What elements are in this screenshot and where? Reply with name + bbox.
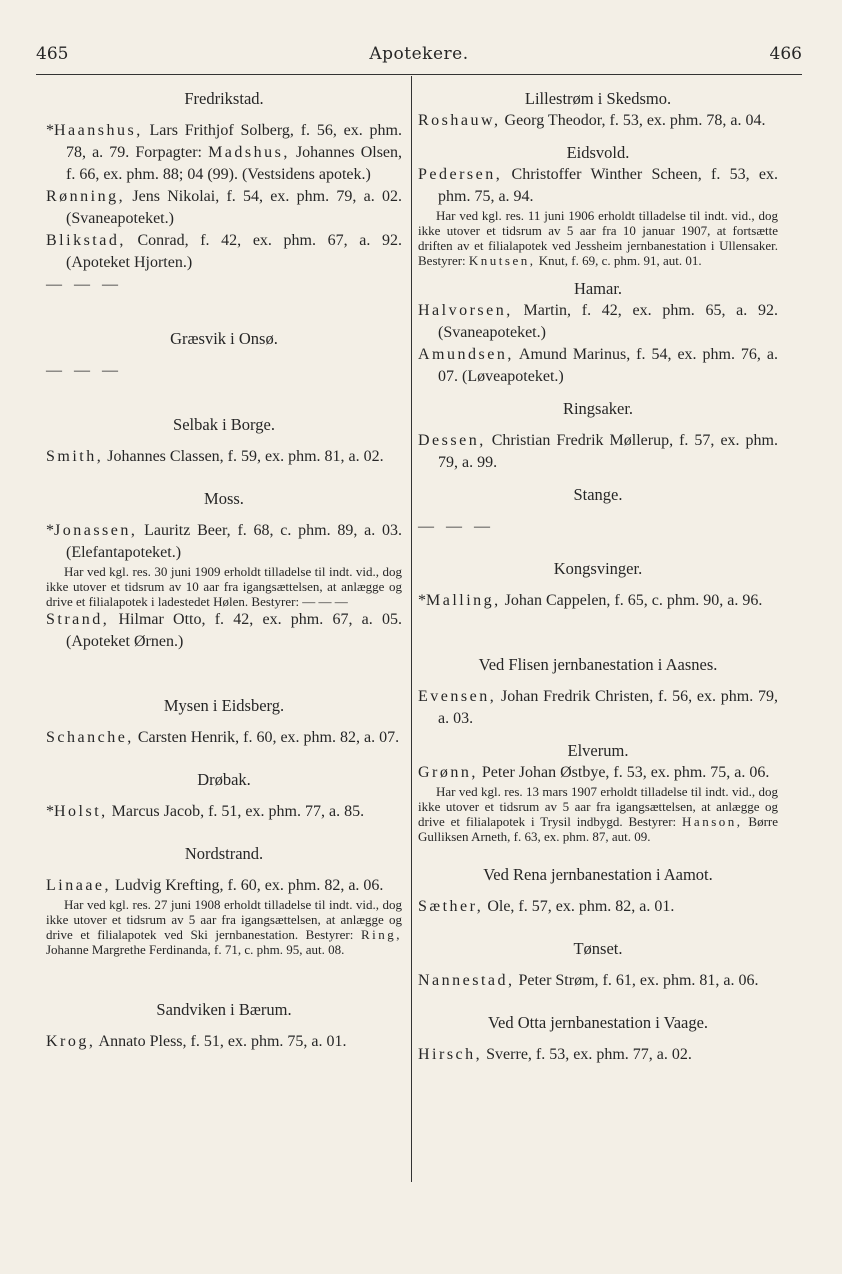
entry-dessen: Dessen, Christian Fredrik Møllerup, f. 57, ex. phm. 79, a. 99.: [418, 432, 779, 471]
place-heading: Mysen i Eidsberg.: [163, 696, 285, 715]
place-heading: Fredrikstad.: [184, 89, 264, 108]
place-heading: Tønset.: [573, 939, 623, 958]
note-moss: Har ved kgl. res. 30 juni 1909 erholdt tilladelse til indt. vid., dog ikke utover et tidsrum av 10 aar fra igangsættelsen, at anlægge og drive et filialapotek i ladestedet Hølen. Bestyrer: — — —: [46, 564, 402, 609]
column-divider: [411, 76, 412, 1182]
entry-pedersen: Pedersen, Christoffer Winther Scheen, f. 53, ex. phm. 75, a. 94.: [418, 166, 778, 205]
entry-evensen: Evensen, Johan Fredrik Christen, f. 56, ex. phm. 79, a. 03.: [418, 688, 779, 727]
page-title: Apotekere.: [369, 44, 469, 64]
dash-line: — — —: [46, 362, 122, 379]
dash-line: — — —: [418, 518, 494, 535]
entry-halvorsen: Halvorsen, Martin, f. 42, ex. phm. 65, a. 92. (Svaneapoteket.): [418, 302, 778, 341]
place-heading: Hamar.: [573, 279, 623, 298]
place-heading: Ringsaker.: [562, 399, 634, 418]
entry-nannestad: Nannestad, Peter Strøm, f. 61, ex. phm. 81, a. 06.: [418, 972, 759, 989]
place-heading: Kongsvinger.: [553, 559, 643, 578]
place-heading: Græsvik i Onsø.: [170, 329, 278, 348]
entry-gronn: Grønn, Peter Johan Østbye, f. 53, ex. phm. 75, a. 06.: [418, 764, 770, 781]
entry-schanche: Schanche, Carsten Henrik, f. 60, ex. phm. 82, a. 07.: [46, 729, 400, 746]
place-heading: Eidsvold.: [566, 143, 630, 162]
page-number-right: 466: [769, 44, 802, 64]
left-column: [46, 88, 402, 1053]
place-heading: Ved Otta jernbanestation i Vaage.: [487, 1013, 709, 1032]
dash-line: — — —: [46, 276, 122, 293]
place-heading: Sandviken i Bærum.: [156, 1000, 292, 1019]
note-eidsvold: Har ved kgl. res. 11 juni 1906 erholdt tilladelse til indt. vid., dog ikke utover et tidsrum av 5 aar fra 10 januar 1907, at fortsætte driften av et filialapotek ved Jessheim jernbanestation i Ullensaker. Bestyrer: Knutsen, Knut, f. 69, c. phm. 91, aut. 01.: [418, 208, 778, 268]
entry-holst: *Holst, Marcus Jacob, f. 51, ex. phm. 77, a. 85.: [46, 803, 365, 820]
entry-blikstad: Blikstad, Conrad, f. 42, ex. phm. 67, a. 92. (Apoteket Hjorten.): [46, 232, 403, 271]
entry-strand: Strand, Hilmar Otto, f. 42, ex. phm. 67, a. 05. (Apoteket Ørnen.): [46, 611, 402, 650]
place-heading: Stange.: [573, 485, 623, 504]
entry-hirsch: Hirsch, Sverre, f. 53, ex. phm. 77, a. 02.: [418, 1046, 692, 1063]
entry-jonassen: *Jonassen, Lauritz Beer, f. 68, c. phm. 89, a. 03. (Elefantapoteket.): [46, 522, 403, 561]
place-heading: Moss.: [204, 489, 244, 508]
place-heading: Lillestrøm i Skedsmo.: [524, 89, 672, 108]
entry-smith: Smith, Johannes Classen, f. 59, ex. phm. 81, a. 02.: [46, 448, 384, 465]
place-heading: Elverum.: [567, 741, 629, 760]
place-heading: Ved Flisen jernbanestation i Aasnes.: [478, 655, 718, 674]
page-number-left: 465: [36, 44, 69, 64]
place-heading: Nordstrand.: [184, 844, 264, 863]
entry-saether: Sæther, Ole, f. 57, ex. phm. 82, a. 01.: [418, 898, 675, 915]
place-heading: Selbak i Borge.: [173, 415, 275, 434]
entry-roshauw: Roshauw, Georg Theodor, f. 53, ex. phm. 78, a. 04.: [418, 112, 766, 129]
place-heading: Ved Rena jernbanestation i Aamot.: [483, 865, 713, 884]
entry-krog: Krog, Annato Pless, f. 51, ex. phm. 75, a. 01.: [46, 1033, 347, 1050]
entry-ronning: Rønning, Jens Nikolai, f. 54, ex. phm. 79, a. 02. (Svaneapoteket.): [46, 188, 402, 227]
entry-malling: *Malling, Johan Cappelen, f. 65, c. phm. 90, a. 96.: [418, 592, 763, 609]
entry-amundsen: Amundsen, Amund Marinus, f. 54, ex. phm. 76, a. 07. (Løveapoteket.): [418, 346, 778, 385]
entry-linaae: Linaae, Ludvig Krefting, f. 60, ex. phm. 82, a. 06.: [46, 877, 384, 894]
entry-haanshus: *Haanshus, Lars Frithjof Solberg, f. 56, ex. phm. 78, a. 79. Forpagter: Madshus, Johannes Olsen, f. 66, ex. phm. 88; 04 (99). (Vestsidens apotek.): [46, 122, 403, 183]
place-heading: Drøbak.: [197, 770, 251, 789]
header-rule: [36, 74, 802, 75]
note-elverum: Har ved kgl. res. 13 mars 1907 erholdt tilladelse til indt. vid., dog ikke utover et tidsrum av 5 aar fra igangsættelsen, at anlægge og drive et filialapotek i Trysil indbygd. Bestyrer: Hanson, Børre Gulliksen Arneth, f. 63, ex. phm. 87, aut. 09.: [418, 784, 778, 844]
running-header: [36, 44, 802, 70]
note-nordstrand: Har ved kgl. res. 27 juni 1908 erholdt tilladelse til indt. vid., dog ikke utover et tidsrum av 5 aar fra igangsættelsen, at anlægge og drive et filialapotek ved Ski jernbanestation. Bestyrer: Ring, Johanne Margrethe Ferdinanda, f. 71, c. phm. 95, aut. 08.: [46, 897, 402, 957]
right-column: [418, 88, 778, 1066]
